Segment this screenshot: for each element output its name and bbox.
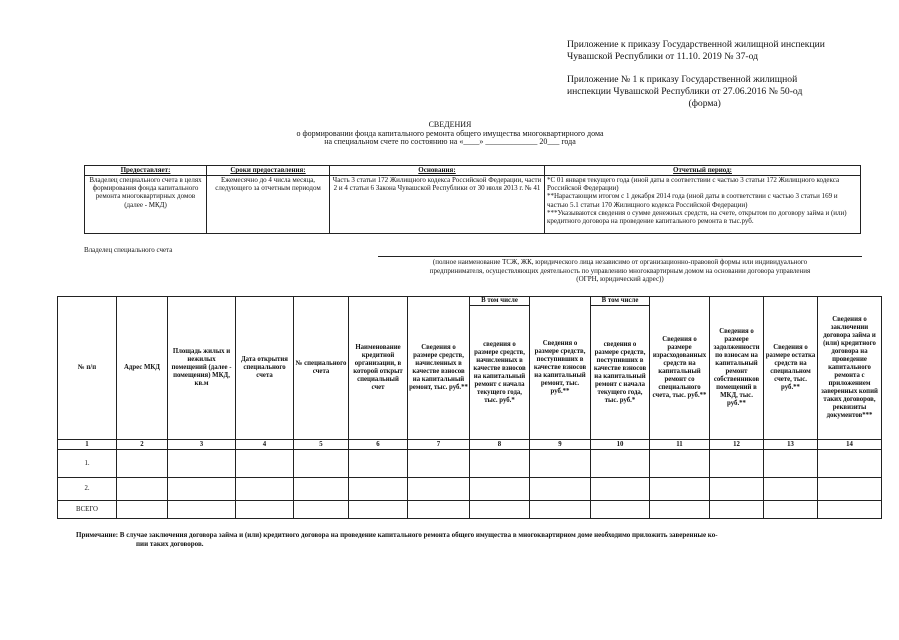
table-cell: [294, 501, 349, 519]
table-cell: [294, 450, 349, 478]
col-address: Адрес МКД: [117, 297, 168, 440]
appendix-header-1: [567, 39, 825, 63]
info-deadline: Ежемесячно до 4 числа месяца, следующего за отчетным периодом: [207, 176, 330, 234]
row-label: 1.: [58, 450, 117, 478]
column-number: 11: [650, 440, 710, 450]
owner-caption-1: (полное наименование ТСЖ, ЖК, юридического лица независимо от организационно-правовой формы или индивидуального: [432, 258, 808, 266]
table-cell: [168, 501, 236, 519]
table-cell: [117, 450, 168, 478]
appendix-header-2: [567, 74, 802, 110]
col-accrued: Сведения о размере средств, начисленных в качестве взносов на капитальный ремонт, тыс. руб.**: [408, 297, 470, 440]
table-cell: [530, 501, 591, 519]
table-cell: [710, 501, 764, 519]
row-label: 2.: [58, 478, 117, 501]
appendix-2-line-1: Приложение № 1 к приказу Государственной жилищной: [567, 74, 798, 85]
info-period-1: *С 01 января текущего года (иной даты в соответствии с частью 3 статьи 172 Жилищного кодекса Российской Федерации): [547, 176, 840, 193]
info-basis: Часть 3 статьи 172 Жилищного кодекса Российской Федерации, части 2 и 4 статьи 6 Закона Чувашской Республики от 30 июля 2013 г. № 41: [330, 176, 545, 234]
col-accrued-ytd: сведения о размере средств, начисленных в качестве взносов на капитальный ремонт с начала текущего года, тыс. руб.*: [470, 306, 530, 440]
column-number: 14: [818, 440, 882, 450]
table-cell: [408, 478, 470, 501]
column-number: 10: [591, 440, 650, 450]
column-number: 3: [168, 440, 236, 450]
table-cell: [818, 501, 882, 519]
col-debt: Сведения о размере задолженности по взносам на капитальный ремонт собственников помещений в МКД, тыс. руб.**: [710, 297, 764, 440]
col-received-ytd: сведения о размере средств, поступивших в качестве взносов на капитальный ремонт с начала текущего года, тыс. руб.*: [591, 306, 650, 440]
info-table: [84, 165, 861, 234]
col-loan: Сведения о заключении договора займа и (или) кредитного договора на проведение капитального ремонта с приложением заверенных копий таких договоров, реквизиты документов***: [818, 297, 882, 440]
col-received: Сведения о размере средств, поступивших в качестве взносов на капитальный ремонт, тыс. руб.**: [530, 297, 591, 440]
column-number: 8: [470, 440, 530, 450]
table-cell: [530, 478, 591, 501]
table-cell: [591, 478, 650, 501]
title-line-3: на специальном счете по состоянию на «____» _____________ 20___ года: [324, 137, 576, 147]
table-cell: [818, 450, 882, 478]
col-open-date: Дата открытия специального счета: [236, 297, 294, 440]
info-period-2: **Нарастающим итогом с 1 декабря 2014 года (иной даты в соответствии с частью 3 статьи 169 и частью 5.1 статьи 170 Жилищного кодекса Российской Федерации): [547, 192, 838, 209]
in-total-label-2: В том числе: [591, 297, 650, 306]
owner-caption-3: (ОГРН, юридический адрес)): [576, 275, 664, 284]
owner-label: Владелец специального счета: [84, 246, 173, 254]
table-cell: [591, 501, 650, 519]
table-cell: [530, 450, 591, 478]
column-number: 9: [530, 440, 591, 450]
table-cell: [408, 501, 470, 519]
table-cell: [168, 450, 236, 478]
table-row: [58, 450, 882, 478]
info-period-3: ***Указываются сведения о сумме денежных средств, на счете, открытом по договору займа и (или) кредитного договора на проведение капитального ремонта в тыс.руб.: [547, 208, 847, 226]
appendix-1-line-1: Приложение к приказу Государственной жилищной инспекции: [567, 39, 825, 50]
main-table: [57, 296, 882, 519]
title-main: СВЕДЕНИЯ: [428, 120, 472, 129]
in-total-label-1: В том числе: [470, 297, 530, 306]
table-cell: [117, 501, 168, 519]
footnote-line-2: пии таких договоров.: [136, 540, 204, 548]
info-period: [545, 176, 861, 234]
col-number: № п/п: [58, 297, 117, 440]
table-row-total: [58, 501, 882, 519]
info-header-provides: Предоставляет:: [85, 166, 207, 176]
table-cell: [168, 478, 236, 501]
column-numbers-row: [58, 440, 882, 450]
col-area: Площадь жилых и нежилых помещений (далее - помещения) МКД, кв.м: [168, 297, 236, 440]
table-cell: [710, 478, 764, 501]
table-cell: [470, 450, 530, 478]
info-header-deadline: Сроки предоставления:: [207, 166, 330, 176]
table-cell: [650, 478, 710, 501]
table-cell: [591, 450, 650, 478]
info-provides: Владелец специального счета в целях формирования фонда капитального ремонта многоквартирных домов (далее - МКД): [85, 176, 207, 234]
title-line-2: о формировании фонда капитального ремонта общего имущества многоквартирного дома: [296, 128, 604, 138]
column-number: 4: [236, 440, 294, 450]
document-title: [230, 121, 670, 147]
column-number: 7: [408, 440, 470, 450]
table-cell: [650, 501, 710, 519]
column-number: 6: [349, 440, 408, 450]
owner-fill-line: [378, 256, 862, 257]
table-row: [58, 478, 882, 501]
column-number: 1: [58, 440, 117, 450]
table-cell: [236, 501, 294, 519]
table-cell: [117, 478, 168, 501]
col-account-number: № специального счета: [294, 297, 349, 440]
info-header-basis: Основания:: [330, 166, 545, 176]
owner-caption: [378, 258, 862, 284]
table-cell: [236, 478, 294, 501]
table-cell: [764, 501, 818, 519]
column-number: 12: [710, 440, 764, 450]
col-balance: Сведения о размере остатка средств на специальном счете, тыс. руб.**: [764, 297, 818, 440]
table-cell: [470, 478, 530, 501]
table-cell: [764, 478, 818, 501]
table-cell: [710, 450, 764, 478]
column-number: 13: [764, 440, 818, 450]
table-cell: [650, 450, 710, 478]
info-header-period: Отчетный период:: [545, 166, 861, 176]
owner-caption-2: предпринимателя, осуществляющих деятельность по управлению многоквартирным домом на основании договора управления: [429, 266, 811, 275]
column-number: 2: [117, 440, 168, 450]
row-label-total: ВСЕГО: [58, 501, 117, 519]
col-spent: Сведения о размере израсходованных средств на капитальный ремонт со специального счета, тыс. руб.**: [650, 297, 710, 440]
table-cell: [349, 501, 408, 519]
table-cell: [764, 450, 818, 478]
footnote-line-1: Примечание: В случае заключения договора займа и (или) кредитного договора на проведение капитального ремонта общего имущества в многоквартирном доме необходимо приложить заверенные ко-: [76, 531, 718, 539]
table-cell: [349, 478, 408, 501]
table-cell: [236, 450, 294, 478]
col-bank-name: Наименование кредитной организации, в которой открыт специальный счет: [349, 297, 408, 440]
table-cell: [470, 501, 530, 519]
appendix-1-line-2: Чувашской Республики от 11.10. 2019 № 37-од: [567, 51, 758, 62]
table-cell: [294, 478, 349, 501]
column-number: 5: [294, 440, 349, 450]
appendix-2-line-2: инспекции Чувашской Республики от 27.06.2016 № 50-од: [567, 86, 803, 97]
footnote: [76, 531, 862, 549]
table-cell: [818, 478, 882, 501]
table-cell: [349, 450, 408, 478]
appendix-2-form-label: (форма): [688, 98, 721, 109]
table-cell: [408, 450, 470, 478]
